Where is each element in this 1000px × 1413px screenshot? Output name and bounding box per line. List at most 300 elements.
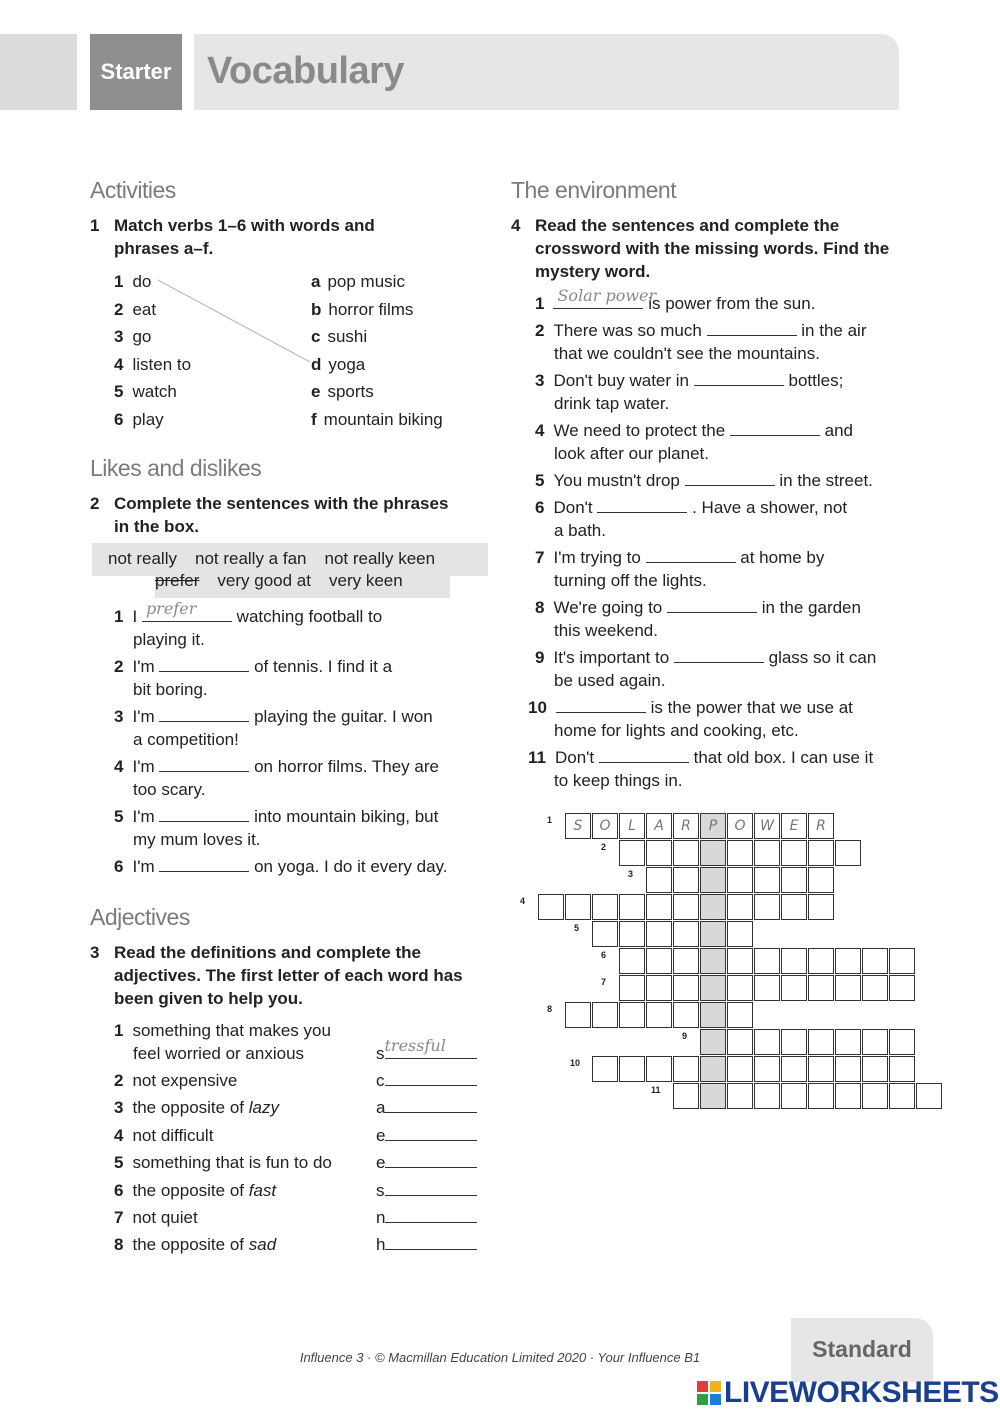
definition-text: not difficult	[132, 1125, 214, 1145]
item-number: 1	[535, 294, 545, 313]
handwritten-answer: prefer	[145, 599, 197, 618]
item-number: 5	[114, 382, 124, 401]
crossword-cell[interactable]	[889, 948, 915, 974]
item-number: 1	[114, 607, 124, 626]
crossword-cell[interactable]	[754, 975, 780, 1001]
sentence-start: I'm	[132, 757, 155, 776]
crossword-cell[interactable]: L	[619, 813, 645, 839]
crossword-cell[interactable]	[781, 1083, 807, 1109]
crossword-cell[interactable]	[592, 1002, 618, 1028]
adjective-item	[114, 1233, 484, 1260]
item-letter: e	[311, 382, 321, 401]
item-number: 11	[528, 748, 546, 767]
sentence-start: Don't buy water in	[553, 371, 690, 390]
crossword-cell[interactable]	[727, 840, 753, 866]
crossword-cell[interactable]	[646, 894, 672, 920]
sentence-item	[528, 746, 876, 792]
sentence-item	[535, 469, 876, 492]
handwritten-answer: tressful	[384, 1036, 446, 1055]
phrase-item	[311, 408, 443, 436]
sentence-item	[114, 599, 448, 651]
phrase-box-row-1	[108, 547, 435, 570]
crossword-cell[interactable]	[781, 867, 807, 893]
crossword-cell[interactable]	[781, 894, 807, 920]
item-number: 3	[114, 327, 124, 346]
starter-tag: Starter	[90, 34, 182, 110]
sentence-start: I'm trying to	[553, 548, 641, 567]
answer-blank[interactable]	[385, 1151, 477, 1168]
exercise-4-instruction	[511, 214, 955, 283]
definition-text: the opposite of	[132, 1098, 249, 1118]
sentence-continuation: my mum loves it.	[133, 830, 261, 849]
sentence-start: Don't	[553, 498, 593, 517]
instruction-line: been given to help you.	[114, 989, 303, 1008]
crossword-cell[interactable]	[538, 894, 564, 920]
section-heading-adjectives: Adjectives	[90, 904, 190, 930]
crossword-cell[interactable]	[700, 1083, 726, 1109]
phrase-text: horror films	[328, 299, 414, 319]
item-letter: d	[311, 354, 322, 374]
crossword-cell[interactable]	[781, 975, 807, 1001]
definition-text: not expensive	[132, 1071, 238, 1090]
answer-blank[interactable]	[674, 646, 764, 663]
sentence-item	[535, 369, 876, 415]
crossword-cell[interactable]	[646, 840, 672, 866]
crossword-cell[interactable]	[862, 948, 888, 974]
sentence-item	[114, 755, 448, 801]
answer-blank[interactable]	[384, 1036, 477, 1059]
item-number: 2	[114, 299, 124, 319]
sentence-item	[114, 705, 448, 751]
sentence-start: There was so much	[553, 321, 702, 340]
crossword-cell[interactable]	[808, 948, 834, 974]
crossword-cell[interactable]	[835, 1083, 861, 1109]
crossword-cell[interactable]: R	[673, 813, 699, 839]
definition-text: not quiet	[132, 1207, 198, 1227]
crossword-cell[interactable]	[727, 894, 753, 920]
definition	[132, 1153, 331, 1172]
crossword-cell[interactable]	[646, 921, 672, 947]
crossword-cell[interactable]	[673, 1083, 699, 1109]
verb-text: play	[132, 409, 164, 429]
crossword-cell[interactable]	[808, 867, 834, 893]
box-phrase: not really	[108, 549, 177, 568]
crossword-cell[interactable]: O	[727, 813, 753, 839]
first-letter: h	[376, 1235, 386, 1255]
verb-text: eat	[132, 299, 157, 319]
crossword-cell[interactable]	[808, 1056, 834, 1082]
exercise-2-instruction	[90, 492, 494, 538]
verb-item	[114, 380, 191, 408]
sentence-continuation: turning off the lights.	[554, 571, 707, 590]
item-number: 6	[535, 498, 545, 517]
phrase-item	[311, 353, 443, 381]
instruction-line: Read the definitions and complete the	[114, 943, 421, 962]
phrase-item	[311, 270, 443, 298]
exercise-number: 3	[90, 943, 100, 962]
item-number: 6	[114, 1180, 124, 1200]
crossword-cell[interactable]	[754, 894, 780, 920]
crossword-cell[interactable]	[673, 948, 699, 974]
crossword-clue-number: 8	[547, 1004, 553, 1014]
crossword-cell[interactable]: R	[808, 813, 834, 839]
crossword-cell[interactable]	[700, 840, 726, 866]
answer-blank[interactable]	[646, 546, 736, 563]
sentence-item	[114, 855, 448, 878]
item-number: 3	[114, 1098, 124, 1118]
crossword-cell[interactable]	[781, 1056, 807, 1082]
item-number: 4	[114, 1125, 124, 1145]
sentence-end: on horror films. They are	[254, 757, 439, 776]
crossword-cell[interactable]	[700, 921, 726, 947]
crossword-cell[interactable]	[835, 840, 861, 866]
crossword-cell[interactable]	[727, 1029, 753, 1055]
sentence-end: . Have a shower, not	[692, 498, 848, 517]
item-letter: a	[311, 272, 321, 291]
crossword-clue-number: 4	[520, 896, 526, 906]
crossword-cell[interactable]	[673, 894, 699, 920]
definition-emphasis: fast	[248, 1180, 277, 1200]
crossword-cell[interactable]	[835, 1056, 861, 1082]
definition	[132, 1181, 276, 1200]
sentence-end: bottles;	[788, 371, 844, 390]
adjective-answer	[376, 1151, 477, 1174]
crossword-cell[interactable]: A	[646, 813, 672, 839]
answer-blank[interactable]	[597, 496, 687, 513]
sentence-end: at home by	[740, 548, 825, 567]
crossword-cell[interactable]	[646, 1002, 672, 1028]
crossword-cell[interactable]	[754, 1056, 780, 1082]
crossword-cell[interactable]	[619, 948, 645, 974]
crossword-cell[interactable]	[565, 1002, 591, 1028]
item-number: 7	[535, 548, 545, 567]
crossword-cell[interactable]	[700, 894, 726, 920]
crossword-cell[interactable]	[673, 1056, 699, 1082]
crossword-cell[interactable]	[754, 1029, 780, 1055]
instruction-line: phrases a–f.	[114, 239, 214, 258]
sentence-item	[535, 646, 876, 692]
instruction-line: adjectives. The first letter of each word has	[114, 966, 463, 985]
crossword-cell[interactable]	[673, 921, 699, 947]
adjective-answer	[376, 1206, 477, 1229]
answer-blank[interactable]	[385, 1069, 477, 1086]
phrase-item	[311, 325, 443, 353]
answer-blank[interactable]	[385, 1124, 477, 1141]
crossword-cell[interactable]	[700, 1002, 726, 1028]
crossword-cell[interactable]: O	[592, 813, 618, 839]
definition	[132, 1021, 330, 1040]
verb-text: watch	[132, 382, 177, 401]
crossword-cell[interactable]	[835, 1029, 861, 1055]
phrase-box-row-2	[155, 569, 403, 592]
crossword-cell[interactable]	[700, 1056, 726, 1082]
verb-text: go	[132, 327, 152, 346]
adjective-item	[114, 1151, 484, 1178]
crossword-clue-number: 11	[651, 1085, 661, 1095]
level-badge: Standard	[791, 1318, 933, 1382]
crossword-cell[interactable]	[673, 867, 699, 893]
crossword-cell[interactable]	[754, 948, 780, 974]
crossword-cell[interactable]	[592, 921, 618, 947]
crossword-cell[interactable]	[835, 975, 861, 1001]
crossword-cell[interactable]	[889, 1083, 915, 1109]
crossword-cell[interactable]	[727, 1056, 753, 1082]
crossword-clue-number: 9	[682, 1031, 688, 1041]
crossword-cell[interactable]	[619, 894, 645, 920]
answer-blank[interactable]	[553, 286, 657, 309]
instruction-line: Read the sentences and complete the	[535, 216, 840, 235]
answer-blank[interactable]	[599, 746, 689, 763]
answer-blank[interactable]	[159, 705, 249, 722]
crossword-cell[interactable]	[619, 921, 645, 947]
answer-blank[interactable]	[159, 655, 249, 672]
exercise-1-instruction	[90, 214, 494, 260]
first-letter: c	[376, 1071, 385, 1090]
item-letter: c	[311, 327, 321, 346]
crossword-cell[interactable]	[808, 1029, 834, 1055]
crossword-cell[interactable]	[592, 1056, 618, 1082]
crossword-cell[interactable]	[700, 867, 726, 893]
sentence-end: and	[824, 421, 853, 440]
answer-blank[interactable]	[694, 369, 784, 386]
crossword-cell[interactable]	[916, 1083, 942, 1109]
item-number: 8	[114, 1235, 124, 1255]
sentence-end: into mountain biking, but	[254, 807, 439, 826]
crossword-cell[interactable]	[727, 867, 753, 893]
first-letter: e	[376, 1125, 386, 1145]
sentence-start: I	[132, 607, 138, 626]
sentence-end: playing the guitar. I won	[254, 707, 433, 726]
item-letter: f	[311, 409, 317, 429]
sentence-end: is the power that we use at	[650, 698, 853, 717]
crossword-cell[interactable]	[754, 867, 780, 893]
item-number: 8	[535, 598, 545, 617]
crossword-cell[interactable]	[889, 975, 915, 1001]
answer-blank[interactable]	[556, 696, 646, 713]
definition-continuation: feel worried or anxious	[133, 1044, 305, 1063]
box-phrase: very good at	[217, 571, 311, 590]
sentence-item	[535, 546, 876, 592]
answer-blank[interactable]	[385, 1206, 477, 1223]
crossword-cell[interactable]	[808, 840, 834, 866]
crossword-cell[interactable]	[808, 894, 834, 920]
likes-sentence-list	[114, 599, 448, 882]
phrase-item	[311, 380, 443, 408]
crossword-cell[interactable]	[673, 840, 699, 866]
crossword-clue-number: 5	[574, 923, 580, 933]
crossword-cell[interactable]	[700, 948, 726, 974]
sentence-continuation: to keep things in.	[554, 771, 683, 790]
crossword-cell[interactable]	[646, 1056, 672, 1082]
crossword-cell[interactable]	[646, 867, 672, 893]
crossword-cell[interactable]	[565, 894, 591, 920]
sentence-start: I'm	[132, 807, 155, 826]
item-number: 2	[114, 657, 124, 676]
first-letter: s	[376, 1044, 385, 1063]
sentence-continuation: a competition!	[133, 730, 239, 749]
sentence-item	[535, 496, 876, 542]
answer-blank[interactable]	[159, 805, 249, 822]
crossword-clue-number: 3	[628, 869, 634, 879]
crossword-cell[interactable]	[619, 1056, 645, 1082]
crossword-cell[interactable]	[727, 975, 753, 1001]
item-number: 2	[114, 1071, 124, 1090]
item-number: 10	[528, 698, 547, 717]
crossword-cell[interactable]	[700, 1029, 726, 1055]
crossword-cell[interactable]: W	[754, 813, 780, 839]
instruction-line: mystery word.	[535, 262, 651, 281]
crossword-cell[interactable]	[727, 948, 753, 974]
item-number: 5	[535, 471, 545, 490]
item-number: 1	[114, 272, 124, 291]
section-heading-environment: The environment	[511, 177, 677, 203]
sentence-end: in the air	[801, 321, 867, 340]
crossword-cell[interactable]	[781, 948, 807, 974]
sentence-start: I'm	[132, 707, 155, 726]
verb-text: do	[132, 272, 152, 291]
adjective-answer	[376, 1233, 477, 1256]
verb-text: listen to	[132, 354, 192, 374]
item-letter: b	[311, 299, 322, 319]
exercise-number: 4	[511, 216, 521, 235]
crossword-cell[interactable]	[862, 975, 888, 1001]
definition-emphasis: sad	[248, 1235, 277, 1255]
sentence-start: We're going to	[553, 598, 663, 617]
sentence-item	[535, 419, 876, 465]
instruction-line: Complete the sentences with the phrases	[114, 494, 449, 513]
sentence-start: You mustn't drop	[553, 471, 680, 490]
adjective-item	[114, 1019, 484, 1069]
sentence-item	[535, 596, 876, 642]
crossword-cell[interactable]	[727, 1083, 753, 1109]
crossword-cell[interactable]	[808, 975, 834, 1001]
answer-blank[interactable]	[730, 419, 820, 436]
sentence-continuation: be used again.	[554, 671, 666, 690]
crossword-cell[interactable]	[673, 975, 699, 1001]
sentence-end: in the street.	[779, 471, 873, 490]
liveworksheets-logo-icon	[697, 1381, 721, 1405]
crossword-cell[interactable]	[808, 1083, 834, 1109]
verb-item	[114, 408, 191, 436]
crossword-cell[interactable]	[889, 1056, 915, 1082]
adjective-item	[114, 1206, 484, 1233]
crossword-cell[interactable]	[619, 840, 645, 866]
definition-text: something that makes you	[132, 1021, 331, 1040]
crossword-cell[interactable]	[727, 921, 753, 947]
answer-blank[interactable]	[159, 855, 249, 872]
item-number: 5	[114, 1153, 124, 1173]
crossword-cell[interactable]	[619, 1002, 645, 1028]
first-letter: n	[376, 1207, 386, 1227]
instruction-line: in the box.	[114, 517, 199, 536]
adjective-answer	[376, 1096, 477, 1119]
box-phrase-used: prefer	[155, 571, 200, 590]
sentence-start: We need to protect the	[553, 421, 726, 440]
match-line	[150, 270, 320, 370]
sentence-continuation: too scary.	[133, 780, 206, 799]
phrase-text: sports	[327, 382, 374, 401]
first-letter: s	[376, 1180, 385, 1200]
answer-blank[interactable]	[685, 469, 775, 486]
answer-blank[interactable]	[667, 596, 757, 613]
crossword-cell[interactable]	[862, 1029, 888, 1055]
sentence-continuation: a bath.	[554, 521, 606, 540]
crossword-cell[interactable]	[619, 975, 645, 1001]
definition	[132, 1235, 276, 1254]
sentence-continuation: this weekend.	[554, 621, 658, 640]
crossword-cell[interactable]	[646, 975, 672, 1001]
phrase-text: yoga	[328, 354, 366, 374]
answer-blank[interactable]	[142, 599, 232, 622]
crossword-cell[interactable]	[754, 840, 780, 866]
crossword-cell[interactable]	[754, 1083, 780, 1109]
sentence-end: watching football to	[236, 607, 383, 626]
crossword-cell[interactable]	[862, 1083, 888, 1109]
crossword-cell[interactable]	[646, 948, 672, 974]
section-heading-activities: Activities	[90, 177, 176, 203]
answer-blank[interactable]	[159, 755, 249, 772]
item-number: 6	[114, 409, 124, 429]
exercise-number: 2	[90, 494, 100, 513]
adjective-list	[114, 1019, 484, 1261]
crossword-cell[interactable]: P	[700, 813, 726, 839]
sentence-item	[114, 655, 448, 701]
sentence-item	[535, 319, 876, 365]
crossword-clue-number: 6	[601, 950, 607, 960]
item-number: 1	[114, 1021, 124, 1040]
item-number: 4	[114, 354, 124, 374]
sentence-end: glass so it can	[768, 648, 877, 667]
definition	[132, 1208, 197, 1227]
handwritten-answer: Solar power	[557, 286, 657, 305]
adjective-item	[114, 1069, 484, 1096]
crossword-cell[interactable]: S	[565, 813, 591, 839]
sentence-continuation: that we couldn't see the mountains.	[554, 344, 820, 363]
item-number: 5	[114, 807, 124, 826]
crossword-cell[interactable]	[700, 975, 726, 1001]
crossword-clue-number: 2	[601, 842, 607, 852]
crossword-cell[interactable]	[781, 840, 807, 866]
crossword-cell[interactable]	[592, 894, 618, 920]
environment-sentence-list	[528, 286, 877, 796]
sentence-continuation: playing it.	[133, 630, 205, 649]
crossword-cell[interactable]	[781, 1029, 807, 1055]
section-heading-likes: Likes and dislikes	[90, 455, 262, 481]
definition	[132, 1098, 279, 1117]
sentence-item	[528, 696, 876, 742]
definition-text: the opposite of	[132, 1235, 249, 1255]
crossword-cell[interactable]	[889, 1029, 915, 1055]
sentence-item	[114, 805, 448, 851]
crossword-clue-number: 7	[601, 977, 607, 987]
crossword-clue-number: 1	[547, 815, 553, 825]
answer-blank[interactable]	[707, 319, 797, 336]
crossword-cell[interactable]	[727, 1002, 753, 1028]
box-phrase: not really a fan	[194, 549, 307, 568]
crossword-cell[interactable]	[673, 1002, 699, 1028]
answer-blank[interactable]	[385, 1233, 477, 1250]
crossword-cell[interactable]	[862, 1056, 888, 1082]
answer-blank[interactable]	[385, 1179, 477, 1196]
answer-blank[interactable]	[385, 1096, 477, 1113]
crossword-cell[interactable]	[835, 948, 861, 974]
definition-text: the opposite of	[132, 1180, 249, 1200]
item-number: 3	[535, 371, 545, 390]
crossword-cell[interactable]: E	[781, 813, 807, 839]
item-number: 6	[114, 857, 124, 876]
item-number: 4	[114, 757, 124, 776]
adjective-answer	[376, 1069, 477, 1092]
